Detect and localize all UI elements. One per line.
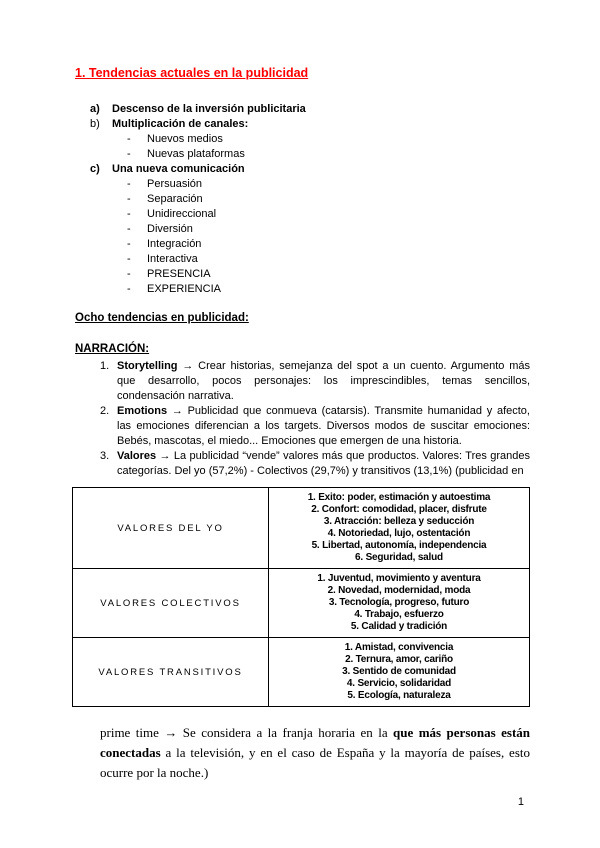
list-text: Nuevas plataformas <box>147 148 245 160</box>
list-item <box>75 207 530 222</box>
value-line: 4. Notoriedad, lujo, ostentación <box>327 528 471 539</box>
list-text: Separación <box>147 193 203 205</box>
value-line: 1. Exito: poder, estimación y autoestima <box>307 492 491 503</box>
value-line: 2. Confort: comodidad, placer, disfrute <box>311 504 487 515</box>
list-text-a: Descenso de la inversión publicitaria <box>112 103 306 115</box>
page-title: 1. Tendencias actuales en la publicidad <box>75 66 309 80</box>
page-number: 1 <box>517 796 524 808</box>
numbered-list <box>75 359 530 479</box>
prime-time-note <box>100 723 530 783</box>
row-label: VALORES DEL YO <box>73 488 269 569</box>
row-label: VALORES TRANSITIVOS <box>73 638 269 707</box>
list-item-a <box>75 102 530 117</box>
list-item-b <box>75 117 530 132</box>
dash-marker: - <box>127 178 131 190</box>
list-text: Interactiva <box>147 253 198 265</box>
value-line: 6. Seguridad, salud <box>355 552 443 563</box>
dash-marker: - <box>127 193 131 205</box>
dash-marker: - <box>127 223 131 235</box>
list-item <box>75 237 530 252</box>
value-line: 4. Trabajo, esfuerzo <box>354 609 444 620</box>
list-item <box>75 147 530 162</box>
list-item-c <box>75 162 530 177</box>
value-line: 2. Novedad, modernidad, moda <box>327 585 471 596</box>
list-text: Integración <box>147 238 202 250</box>
list-text-c: Una nueva comunicación <box>112 163 245 175</box>
list-text: PRESENCIA <box>147 268 211 280</box>
value-line: 5. Libertad, autonomía, independencia <box>311 540 487 551</box>
value-line: 5. Calidad y tradición <box>350 621 448 632</box>
section-heading: Ocho tendencias en publicidad: <box>75 312 249 324</box>
dash-marker: - <box>127 238 131 250</box>
list-text: EXPERIENCIA <box>147 283 221 295</box>
number-marker: 3. <box>100 450 110 462</box>
list-item <box>75 282 530 297</box>
lead-word: Emotions <box>117 405 168 417</box>
list-item <box>75 192 530 207</box>
note-bold-text: que más personas están conectadas <box>100 725 531 760</box>
numbered-text <box>117 404 530 449</box>
dash-marker: - <box>127 133 131 145</box>
list-text: Unidireccional <box>147 208 217 220</box>
list-marker-b: b) <box>90 118 100 130</box>
numbered-item <box>75 404 530 449</box>
row-values <box>269 569 530 638</box>
subsection-heading: NARRACIÓN: <box>75 343 150 355</box>
row-values <box>269 488 530 569</box>
numbered-item <box>75 449 530 479</box>
dash-marker: - <box>127 208 131 220</box>
list-marker-a: a) <box>90 103 100 115</box>
trends-list <box>75 102 530 297</box>
dash-marker: - <box>127 148 131 160</box>
body-text: → Crear historias, semejanza del spot a un cuento. Argumento más que desarrollo, pocos personajes: los imprescindibles, temas sencillos, condensación narrativa. <box>117 360 530 402</box>
list-item <box>75 132 530 147</box>
table-row <box>73 488 530 569</box>
row-label: VALORES COLECTIVOS <box>73 569 269 638</box>
values-table <box>72 487 530 707</box>
body-text: → La publicidad “vende” valores más que productos. Valores: Tres grandes categorías. Del yo (57,2%) - Colectivos (29,7%) y transitivos (13,1%) (publicidad en <box>117 450 530 477</box>
value-line: 2. Ternura, amor, cariño <box>345 654 453 665</box>
list-item <box>75 222 530 237</box>
list-text: Persuasión <box>147 178 203 190</box>
list-item <box>75 267 530 282</box>
list-text: Diversión <box>147 223 193 235</box>
list-item <box>75 177 530 192</box>
value-line: 5. Ecología, naturaleza <box>347 690 451 701</box>
number-marker: 1. <box>100 360 110 372</box>
lead-word: Storytelling <box>117 360 178 372</box>
value-line: 1. Juventud, movimiento y aventura <box>317 573 481 584</box>
list-item <box>75 252 530 267</box>
value-line: 3. Tecnología, progreso, futuro <box>328 597 470 608</box>
dash-marker: - <box>127 283 131 295</box>
body-text: → Publicidad que conmueva (catarsis). Transmite humanidad y afecto, las emociones diferencian a los targets. Diversos modos de suscitar emociones: Bebés, mascotas, el miedo... Emociones que emergen de una historia. <box>117 405 530 447</box>
dash-marker: - <box>127 268 131 280</box>
table-row <box>73 569 530 638</box>
value-line: 4. Servicio, solidaridad <box>346 678 452 689</box>
table-row <box>73 638 530 707</box>
numbered-text <box>117 449 530 479</box>
note-text: prime time → Se considera a la franja horaria en la <box>100 725 394 740</box>
list-text: Nuevos medios <box>147 133 223 145</box>
note-text: a la televisión, y en el caso de España y la mayoría de países, esto ocurre por la noche.) <box>100 745 530 780</box>
value-line: 1. Amistad, convivencia <box>344 642 454 653</box>
number-marker: 2. <box>100 405 110 417</box>
numbered-item <box>75 359 530 404</box>
list-text-b: Multiplicación de canales: <box>112 118 249 130</box>
numbered-text <box>117 359 530 404</box>
lead-word: Valores <box>117 450 157 462</box>
value-line: 3. Atracción: belleza y seducción <box>323 516 475 527</box>
dash-marker: - <box>127 253 131 265</box>
row-values <box>269 638 530 707</box>
list-marker-c: c) <box>90 163 100 175</box>
value-line: 3. Sentido de comunidad <box>342 666 456 677</box>
